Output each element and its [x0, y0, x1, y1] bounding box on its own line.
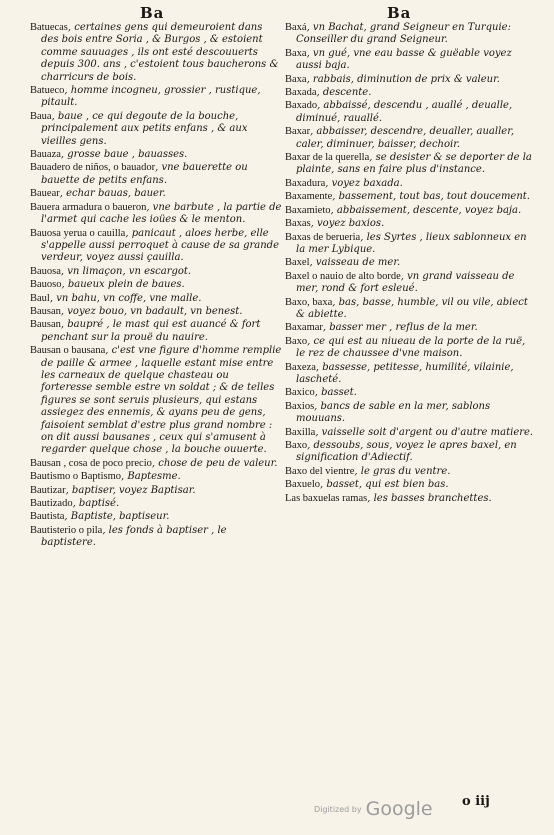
dictionary-entry	[30, 471, 282, 483]
right-column	[285, 22, 537, 506]
entry-definition: , basset, qui est bien bas.	[320, 479, 449, 491]
dictionary-entry	[285, 191, 537, 203]
dictionary-entry	[30, 22, 282, 84]
dictionary-entry	[30, 485, 282, 497]
dictionary-entry	[30, 111, 282, 148]
entry-headword: Baxa	[285, 73, 307, 85]
entry-definition: , bancs de sable en la mer, sablons mouuans.	[296, 400, 491, 425]
dictionary-entry	[30, 511, 282, 523]
dictionary-entry	[30, 525, 282, 550]
dictionary-entry	[285, 322, 537, 334]
dictionary-entry	[30, 293, 282, 305]
entry-definition: , Baptesme.	[121, 471, 181, 483]
entry-headword: Baxeza	[285, 361, 316, 373]
entry-definition: , dessoubs, sous, voyez le apres baxel, en signification d'Adiectif.	[296, 440, 517, 464]
entry-headword: Bautisterio o pila	[30, 524, 103, 536]
entry-headword: Baxas	[285, 218, 311, 230]
entry-headword: Bauaza	[30, 149, 61, 161]
entry-definition: , les fonds à baptiser , le baptistere.	[41, 524, 227, 549]
dictionary-entry	[285, 401, 537, 426]
watermark-brand: Google	[365, 798, 433, 820]
dictionary-entry	[285, 362, 537, 387]
dictionary-entry	[285, 152, 537, 177]
entry-headword: Baxo	[285, 440, 308, 451]
entry-definition: , se desister & se deporter de la plainte, sans en faire plus d'instance.	[296, 152, 532, 176]
entry-headword: Baxo del vientre	[285, 465, 355, 477]
entry-definition: , basser mer , reflus de la mer.	[322, 322, 478, 334]
dictionary-entry	[285, 336, 537, 361]
dictionary-entry	[285, 205, 537, 217]
dictionary-entry	[285, 48, 537, 73]
entry-definition: , les Syrtes , lieux sablonneux en la mer Lybique.	[296, 231, 527, 255]
entry-definition: , abbaisser, descendre, deualler, aualler, caler, diminuer, baisser, dechoir.	[296, 126, 515, 150]
dictionary-entry	[285, 440, 537, 465]
entry-definition: , basset.	[314, 387, 357, 399]
signature-mark: o iij	[462, 794, 490, 809]
entry-headword: Baxo, baxa	[285, 296, 333, 308]
entry-headword: Bausan , cosa de poco precio	[30, 457, 152, 469]
watermark	[314, 798, 433, 820]
left-column	[30, 22, 282, 551]
entry-headword: Baxico	[285, 387, 315, 399]
entry-headword: Baxamente	[285, 191, 333, 203]
entry-headword: Baxuelo	[285, 479, 320, 491]
entry-definition: , homme incogneu, grossier , rustique, pitault.	[41, 85, 261, 109]
entry-definition: , bassement, tout bas, tout doucement.	[332, 191, 530, 203]
entry-definition: , baptisé.	[72, 498, 120, 510]
entry-definition: , vn gué, vne eau basse & guëable voyez aussi baja.	[296, 47, 512, 72]
dictionary-entry	[30, 188, 282, 200]
entry-definition: , abbaissement, descente, voyez baja.	[330, 204, 522, 216]
entry-definition: , bas, basse, humble, vil ou vile, abiect & abiette.	[296, 296, 528, 320]
dictionary-entry	[285, 100, 537, 125]
entry-headword: Baxadura	[285, 177, 326, 189]
entry-definition: , grosse baue , bauasses.	[60, 149, 188, 161]
entry-definition: , vn limaçon, vn escargot.	[60, 265, 192, 277]
entry-definition: , vne bauerette ou bauette de petits enfans.	[41, 162, 248, 186]
dictionary-entry	[285, 427, 537, 439]
entry-definition: , rabbais, diminution de prix & valeur.	[306, 73, 500, 85]
entry-definition: , vn bahu, vn coffe, vne malle.	[49, 292, 202, 304]
entry-definition: , certaines gens qui demeuroient dans des bois entre Soria , & Burgos , & estoient comme sauuages , ils ont esté descouuerts depuis 300. ans , c'estoient tous baucherons & charricurs de bois.	[41, 22, 279, 83]
entry-headword: Bautismo o Baptismo	[30, 471, 122, 483]
watermark-prefix: Digitized by	[314, 804, 362, 814]
entry-definition: , abbaissé, descendu , auallé , deualle, diminué, rauallé.	[296, 100, 513, 124]
entry-definition: , voyez bouo, vn badault, vn benest.	[60, 305, 243, 317]
entry-headword: Baxel	[285, 257, 310, 269]
entry-headword: Batuecas	[30, 22, 68, 33]
entry-definition: , vaisselle soit d'argent ou d'autre matiere.	[315, 426, 534, 438]
left-running-head: Ba	[140, 4, 165, 22]
entry-headword: Baxas de berueria	[285, 231, 361, 243]
entry-definition: , vn grand vaisseau de mer, rond & fort esleué.	[296, 270, 515, 295]
entry-headword: Baxa	[285, 47, 307, 59]
dictionary-entry	[285, 387, 537, 399]
dictionary-entry	[285, 479, 537, 491]
dictionary-entry	[30, 202, 282, 227]
entry-definition: , voyez baxada.	[325, 177, 403, 189]
entry-definition: , voyez baxios.	[310, 218, 385, 230]
entry-headword: Baxamieto	[285, 204, 331, 216]
entry-headword: Baxios	[285, 400, 315, 412]
dictionary-entry	[30, 345, 282, 457]
entry-definition: , le gras du ventre.	[354, 465, 451, 477]
entry-headword: Baxel o nauio de alto borde	[285, 270, 401, 282]
entry-definition: , baueux plein de baues.	[61, 279, 185, 291]
entry-headword: Bautizar	[30, 484, 66, 496]
entry-headword: Baxo	[285, 335, 308, 347]
dictionary-entry	[30, 306, 282, 318]
entry-definition: , baue , ce qui degoute de la bouche, principalement aux petits enfans , & aux vieilles gens.	[41, 110, 248, 147]
entry-headword: Bautista	[30, 511, 65, 523]
entry-definition: , echar bauas, bauer.	[59, 188, 166, 200]
entry-headword: Las baxuelas ramas	[285, 492, 368, 504]
right-running-head: Ba	[387, 4, 412, 22]
entry-definition: , panicaut , aloes herbe, elle s'appelle aussi perroquet à cause de sa grande verdeur, voyez aussi çauilla.	[41, 227, 280, 264]
entry-definition: , bassesse, petitesse, humilité, vilainie, lascheté.	[296, 361, 514, 385]
dictionary-entry	[285, 218, 537, 230]
entry-headword: Baxilla	[285, 426, 316, 438]
dictionary-entry	[30, 279, 282, 291]
entry-headword: Baul	[30, 292, 50, 304]
dictionary-entry	[285, 74, 537, 86]
entry-definition: , chose de peu de valeur.	[151, 457, 278, 469]
dictionary-entry	[30, 85, 282, 110]
entry-headword: Bauoso	[30, 279, 62, 291]
entry-headword: Bausan	[30, 305, 61, 317]
dictionary-entry	[30, 458, 282, 470]
dictionary-entry	[285, 126, 537, 151]
dictionary-entry	[285, 178, 537, 190]
entry-headword: Batueco	[30, 85, 65, 97]
entry-headword: Baxá	[285, 22, 307, 33]
entry-headword: Bauera armadura o baueron	[30, 201, 147, 213]
entry-headword: Baxado	[285, 100, 318, 112]
dictionary-entry	[285, 87, 537, 99]
dictionary-entry	[30, 228, 282, 265]
dictionary-entry	[285, 297, 537, 322]
dictionary-entry	[285, 271, 537, 296]
entry-definition: , descente.	[316, 87, 372, 99]
entry-headword: Bausan o bausana	[30, 345, 106, 357]
entry-definition: , les basses branchettes.	[367, 492, 492, 504]
entry-headword: Bauosa yerua o cauilla	[30, 227, 126, 239]
entry-definition: , baptiser, voyez Baptisar.	[65, 484, 196, 496]
entry-definition: , vn Bachat, grand Seigneur en Turquie: Conseiller du grand Seigneur.	[296, 22, 511, 46]
dictionary-entry	[285, 257, 537, 269]
entry-headword: Baua	[30, 110, 52, 122]
dictionary-entry	[285, 22, 537, 47]
entry-headword: Baxar de la querella	[285, 152, 370, 164]
dictionary-entry	[30, 149, 282, 161]
dictionary-entry	[285, 232, 537, 257]
entry-headword: Bausan	[30, 319, 61, 331]
dictionary-entry	[30, 498, 282, 510]
entry-definition: , vne barbute , la partie de l'armet qui cache les ioües & le menton.	[41, 201, 282, 226]
entry-definition: , c'est vne figure d'homme remplie de paille & armee , laquelle estant mise entre les carneaux de quelque chasteau ou forteresse semble estre vn soldat ; & de telles figures se sont seruis plusieurs, qui estans assiegez des ennemis, & ayans peu de gens, faisoient semblat d'estre plus grand nombre : on dit aussi bausanes , ceux qui s'amusent à regarder quelque chose , la bouche ouuerte.	[41, 345, 282, 456]
entry-definition: , ce qui est au niueau de la porte de la ruë, le rez de chaussee d'vne maison.	[296, 335, 526, 360]
entry-headword: Baxamar	[285, 322, 323, 334]
dictionary-entry	[30, 162, 282, 187]
entry-definition: , vaisseau de mer.	[309, 257, 401, 269]
entry-headword: Bauosa	[30, 265, 61, 277]
entry-headword: Bauadero de niños, o bauador	[30, 162, 156, 174]
entry-definition: , baupré , le mast qui est auancé & fort penchant sur la prouë du nauire.	[41, 319, 261, 343]
entry-headword: Bautizado	[30, 498, 73, 510]
dictionary-entry	[30, 319, 282, 344]
entry-headword: Baxada	[285, 87, 317, 99]
dictionary-entry	[30, 266, 282, 278]
entry-headword: Baxar	[285, 126, 311, 138]
entry-definition: , Baptiste, baptiseur.	[64, 511, 170, 523]
dictionary-entry	[285, 466, 537, 478]
entry-headword: Bauear	[30, 188, 60, 200]
dictionary-entry	[285, 493, 537, 505]
